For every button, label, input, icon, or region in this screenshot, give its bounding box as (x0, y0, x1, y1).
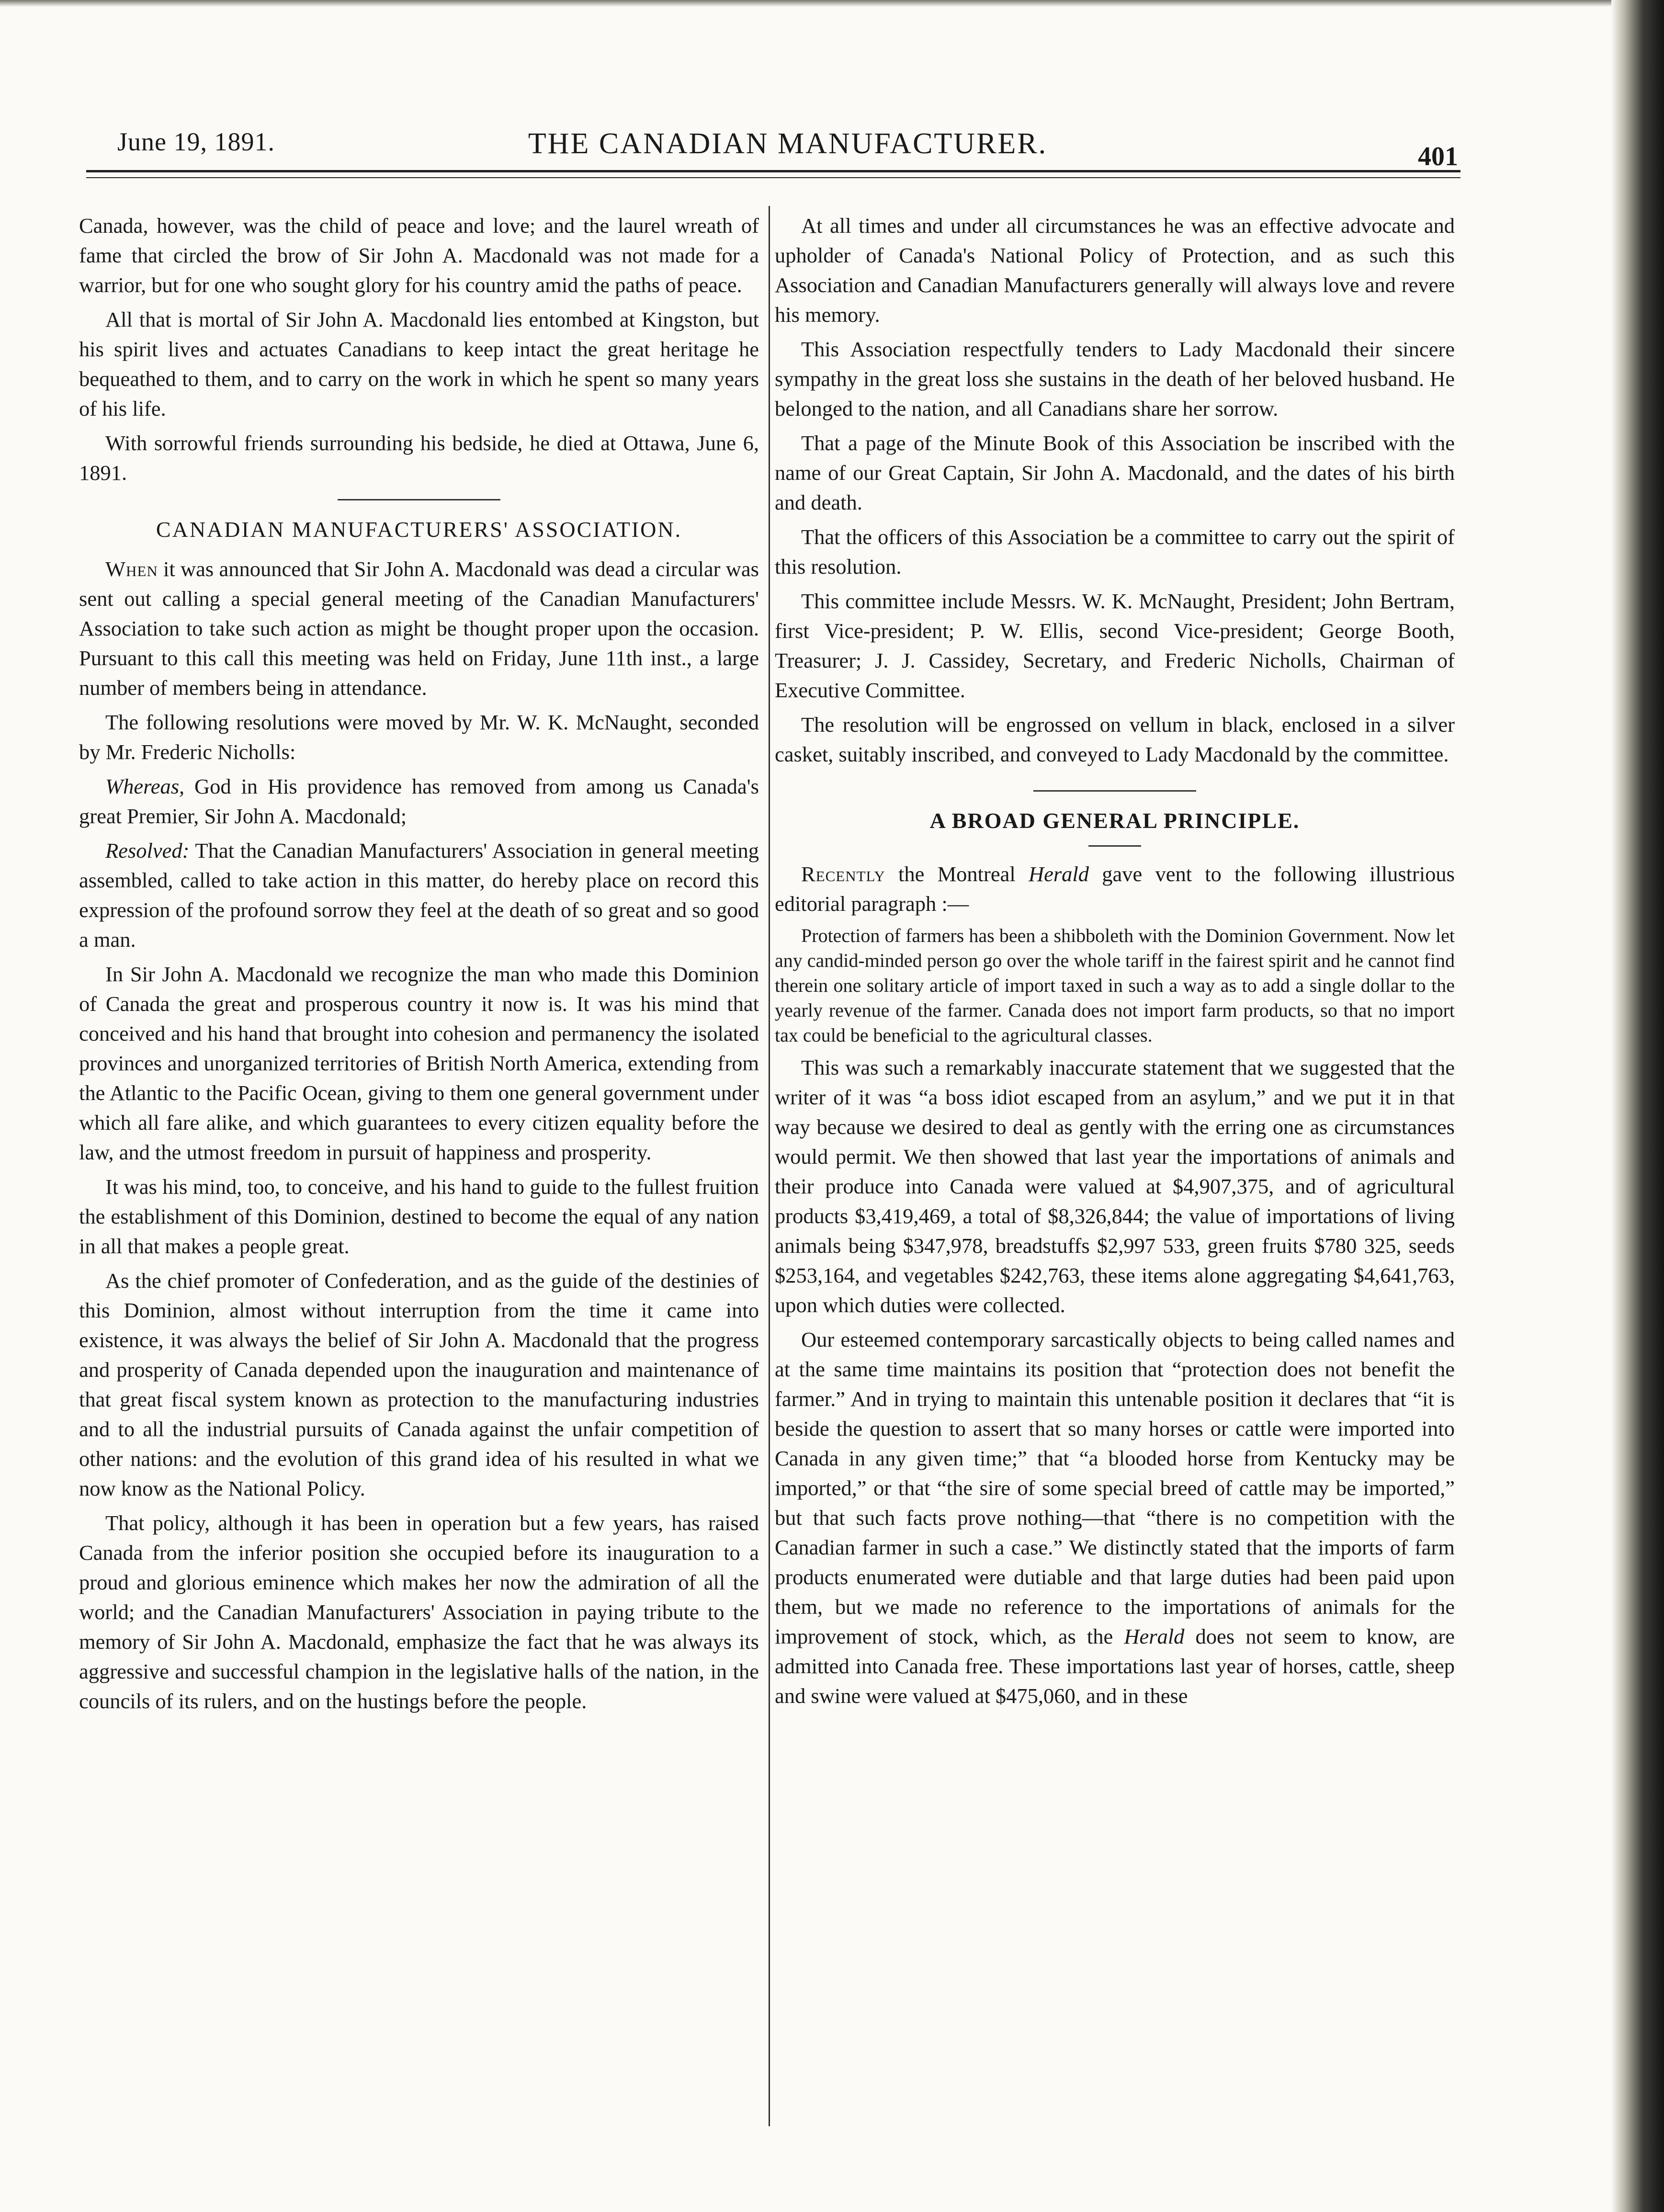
lead-word: Resolved: (105, 839, 190, 862)
paragraph (79, 771, 759, 831)
paragraph-text: God in His providence has removed from among us Canada's great Premier, Sir John A. Macdonald; (79, 774, 759, 828)
paragraph (775, 1325, 1455, 1711)
lead-word: Whereas, (105, 774, 185, 798)
section-divider (338, 499, 500, 500)
paragraph: The following resolutions were moved by Mr. W. K. McNaught, seconded by Mr. Frederic Nicholls: (79, 710, 759, 764)
header-rule-thin (86, 177, 1460, 178)
paragraph-text: gave vent to the following illustrious editorial paragraph :— (775, 862, 1455, 916)
paragraph: As the chief promoter of Confederation, and as the guide of the destinies of this Dominion, almost without interruption from the time it came into existence, it was always the belief of Sir John A. Macdonald that the progress and prosperity of Canada depended upon the inauguration and maintenance of that great fiscal system known as protection to the manufacturing industries and to all the industrial pursuits of Canada against the unfair competition of other nations: and the evolution of this grand idea of his resulted in what we now know as the National Policy. (79, 1269, 759, 1500)
paragraph (79, 554, 759, 703)
paragraph: The resolution will be engrossed on vellum in black, enclosed in a silver casket, suitably inscribed, and conveyed to Lady Macdonald by the committee. (775, 713, 1455, 766)
paragraph-text: That the Canadian Manufacturers' Association in general meeting assembled, called to take action in this matter, do hereby place on record this expression of the profound sorrow they feel at the death of so great and so good a man. (79, 839, 759, 952)
paragraph: With sorrowful friends surrounding his bedside, he died at Ottawa, June 6, 1891. (79, 431, 759, 485)
header-title: THE CANADIAN MANUFACTURER. (528, 127, 1048, 160)
paragraph: At all times and under all circumstances he was an effective advocate and upholder of Canada's National Policy of Protection, and as such this Association and Canadian Manufacturers generally will always love and revere his memory. (775, 214, 1455, 327)
scan-binding-shadow (1611, 0, 1664, 2212)
paragraph: That a page of the Minute Book of this Association be inscribed with the name of our Great Captain, Sir John A. Macdonald, and the dates of his birth and death. (775, 431, 1455, 514)
section-title-broad-principle: A BROAD GENERAL PRINCIPLE. (929, 808, 1300, 833)
title-underline (1088, 845, 1141, 847)
scan-top-edge (0, 0, 1664, 7)
lead-word: When (105, 557, 158, 581)
paragraph: Canada, however, was the child of peace and love; and the laurel wreath of fame that circled the brow of Sir John A. Macdonald was not made for a warrior, but for one who sought glory for his country amid the paths of peace. (79, 214, 759, 297)
paragraph-text: it was announced that Sir John A. Macdonald was dead a circular was sent out calling a special general meeting of the Canadian Manufacturers' Association to take such action as might be thought proper upon the occasion. Pursuant to this call this meeting was held on Friday, June 11th inst., a large number of members being in attendance. (79, 557, 759, 700)
section-divider (1033, 790, 1196, 792)
quoted-paragraph: Protection of farmers has been a shibboleth with the Dominion Government. Now let any candid-minded person go over the whole tariff in the fairest spirit and he cannot find therein one solitary article of import taxed in such a way as to add a single dollar to the yearly revenue of the farmer. Canada does not import farm products, so that no import tax could be beneficial to the agricultural classes. (775, 925, 1455, 1046)
paragraph (79, 836, 759, 954)
header-rule-thick (86, 170, 1460, 172)
paragraph (775, 859, 1455, 919)
section-title-cma: CANADIAN MANUFACTURERS' ASSOCIATION. (156, 517, 682, 542)
paragraph: In Sir John A. Macdonald we recognize the man who made this Dominion of Canada the great and prosperous country it now is. It was his mind that conceived and his hand that brought into cohesion and permanency the isolated provinces and unorganized territories of British North America, extending from the Atlantic to the Pacific Ocean, giving to them one general government under which all fare alike, and which guarantees to every citizen equality before the law, and the utmost freedom in pursuit of happiness and prosperity. (79, 962, 759, 1164)
paragraph: This Association respectfully tenders to Lady Macdonald their sincere sympathy in the great loss she sustains in the death of her beloved husband. He belonged to the nation, and all Canadians share her sorrow. (775, 337, 1455, 420)
column-divider (769, 206, 770, 2126)
paragraph: That policy, although it has been in operation but a few years, has raised Canada from the inferior position she occupied before its inauguration to a proud and glorious eminence which makes her now the admiration of all the world; and the Canadian Manufacturers' Association in paying tribute to the memory of Sir John A. Macdonald, emphasize the fact that he was always its aggressive and successful champion in the legislative halls of the nation, in the councils of its rulers, and on the hustings before the people. (79, 1511, 759, 1713)
paragraph-text: Our esteemed contemporary sarcastically objects to being called names and at the same time maintains its position that “protection does not benefit the farmer.” And in trying to maintain this untenable position it declares that “it is beside the question to assert that so many horses or cattle were imported into Canada in any given time;” that “a blooded horse from Kentucky may be imported,” or that “the sire of some special breed of cattle may be imported,” but that such facts prove nothing—that “there is no competition with the Canadian farmer in such a case.” We distinctly stated that the imports of farm products enumerated were dutiable and that large duties had been paid upon them, but we made no reference to the importations of animals for the improvement of stock, which, as the (775, 1327, 1455, 1648)
paragraph: This was such a remarkably inaccurate statement that we suggested that the writer of it was “a boss idiot escaped from an asylum,” and we put it in that way because we desired to deal as gently with the erring one as circumstances would permit. We then showed that last year the importations of animals and their produce into Canada were valued at $4,907,375, and of agricultural products $3,419,469, a total of $8,326,844; the value of importations of living animals being $347,978, breadstuffs $2,997 533, green fruits $780 325, seeds $253,164, and vegetables $242,763, these items alone aggregating $4,641,763, upon which duties were collected. (775, 1055, 1455, 1317)
paragraph-text: the Montreal (885, 862, 1029, 886)
newspaper-name: Herald (1028, 862, 1089, 886)
paragraph: It was his mind, too, to conceive, and his hand to guide to the fullest fruition the establishment of this Dominion, destined to become the equal of any nation in all that makes a people great. (79, 1175, 759, 1258)
header-page-number: 401 (1418, 142, 1458, 171)
lead-word: Recently (801, 862, 885, 886)
paragraph: All that is mortal of Sir John A. Macdonald lies entombed at Kingston, but his spirit lives and actuates Canadians to keep intact the great heritage he bequeathed to them, and to carry on the work in which he spent so many years of his life. (79, 307, 759, 420)
paragraph: That the officers of this Association be a committee to carry out the spirit of this resolution. (775, 525, 1455, 579)
header-date: June 19, 1891. (117, 127, 275, 156)
left-column (79, 211, 759, 1721)
page-header (117, 122, 1458, 175)
paragraph-text: does not seem to know, are admitted into Canada free. These importations last year of horses, cattle, sheep and swine were valued at $475,060, and in these (775, 1624, 1455, 1708)
paragraph: This committee include Messrs. W. K. McNaught, President; John Bertram, first Vice-president; P. W. Ellis, second Vice-president; George Booth, Treasurer; J. J. Cassidey, Secretary, and Frederic Nicholls, Chairman of Executive Committee. (775, 589, 1455, 702)
right-column (775, 211, 1455, 1715)
newspaper-name: Herald (1124, 1624, 1185, 1648)
